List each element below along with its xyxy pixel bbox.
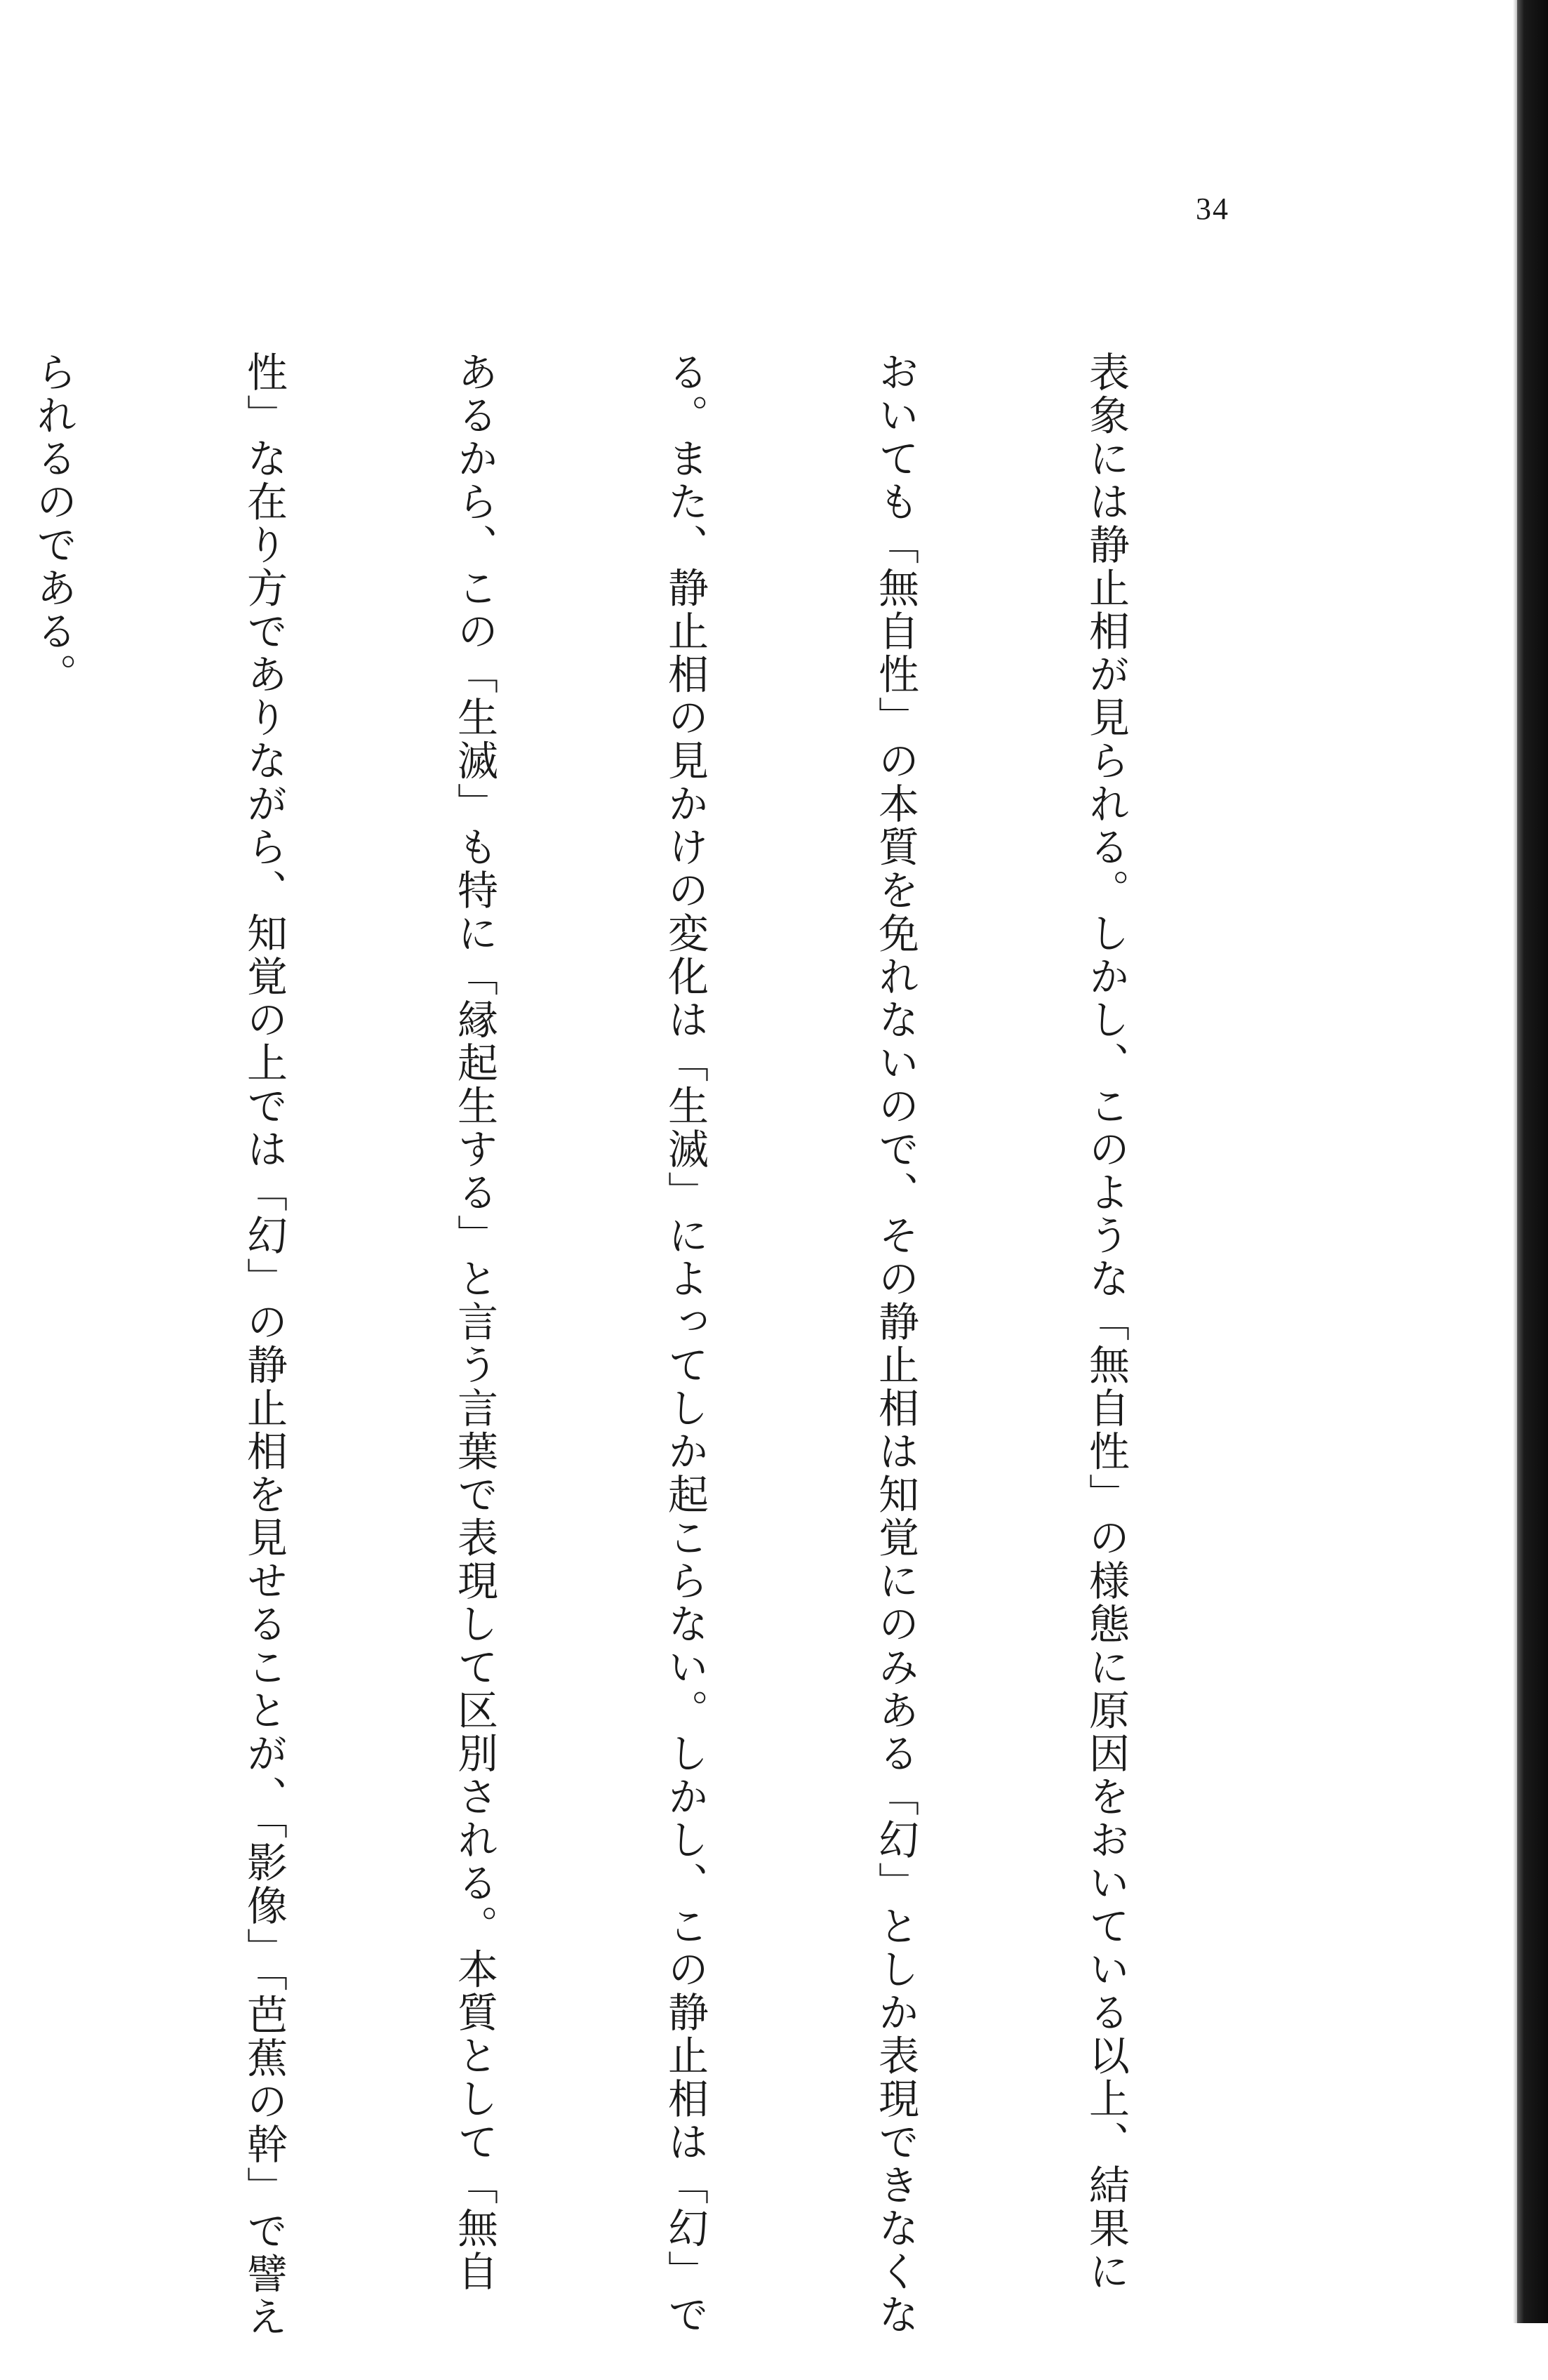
text-line: 性」な在り方でありながら、知覚の上では「幻」の静止相を見せることが、「影像」「芭蕉の幹」で譬え [240,351,288,2339]
text-line: られるのである。 [29,351,77,696]
scan-edge-shadow [1517,0,1548,2323]
text-line: る。また、静止相の見かけの変化は「生滅」によってしか起こらない。しかし、この静止相は「幻」で [661,351,709,2336]
text-line: おいても「無自性」の本質を免れないので、その静止相は知覚にのみある「幻」としか表現できなくな [872,351,919,2336]
page-number: 34 [1196,192,1229,226]
text-line: 表象には静止相が見られる。しかし、このような「無自性」の様態に原因をおいている以上、結果に [1082,351,1130,2294]
body-text [0,351,1281,2339]
scan-edge-gradient [1513,0,1517,2323]
text-line: あるから、この「生滅」も特に「縁起生する」と言う言葉で表現して区別される。本質として「無自 [451,351,498,2294]
